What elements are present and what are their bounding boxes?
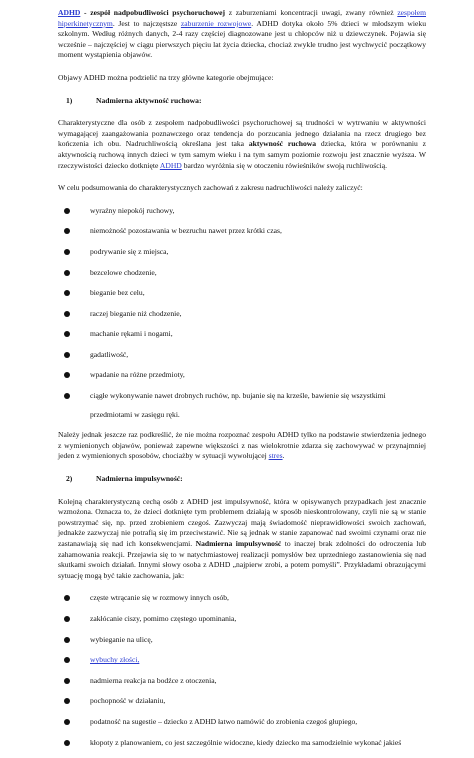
list-item: bezcelowe chodzenie, (58, 268, 426, 279)
bullet-icon (64, 270, 70, 276)
adhd-inline-link[interactable]: ADHD (159, 160, 182, 170)
bullet-icon (64, 740, 70, 746)
section-2-title: Nadmierna impulsywność: (96, 474, 183, 484)
bullet-icon (64, 698, 70, 704)
list-item: wpadanie na różne przedmioty, (58, 370, 426, 381)
bullet-icon (64, 311, 70, 317)
list-item: ciągłe wykonywanie nawet drobnych ruchów, np. bujanie się na krześle, bawienie się wszystkimi przedmiotami w zasięgu ręki. (58, 391, 426, 420)
list-item: niemożność pozostawania w bezruchu nawet przez krótki czas, (58, 226, 426, 237)
bullet-icon (64, 637, 70, 643)
bullet-icon (64, 616, 70, 622)
anger-outbursts-link[interactable]: wybuchy złości, (90, 655, 140, 665)
bullet-icon (64, 290, 70, 296)
bullet-icon (64, 657, 70, 663)
developmental-disorder-link[interactable]: zaburzenie rozwojowe (180, 18, 252, 28)
list-item: wybieganie na ulicę, (58, 635, 426, 646)
bullet-icon (64, 228, 70, 234)
hiperkinetic-link[interactable]: zespołem hiperkinetycznym (58, 8, 426, 28)
section-1-heading: 1) Nadmierna aktywność ruchowa: (66, 95, 202, 105)
bullet-icon (64, 719, 70, 725)
list-item: bieganie bez celu, (58, 288, 426, 299)
bullet-icon (64, 678, 70, 684)
list-item: podrywanie się z miejsca, (58, 247, 426, 258)
section-1-paragraph: Charakterystyczne dla osób z zespołem nadpobudliwości psychoruchowej są trudności w wytrwaniu w aktywności wymagającej zaangażowania poznawczego oraz tendencja do porzucania jednego działania na rzecz drugiego bez kończenia ich obu. Nadruchliwością określana jest taka aktywność ruchowa dziecka, która w porównaniu z aktywnością ruchową innych dzieci w tym samym wieku i na tym samym poziomie rozwoju jest znacznie wyższa. W rzeczywistości dziecko dotknięte ADHD bardzo wyróżnia się w otoczeniu rówieśników swoją ruchliwością. (58, 118, 427, 170)
list-item: machanie rękami i nogami, (58, 329, 426, 340)
bullet-icon (64, 331, 70, 337)
bullet-icon (64, 352, 70, 358)
list-item: zakłócanie ciszy, pomimo częstego upominania, (58, 614, 426, 625)
section-1-closing: Należy jednak jeszcze raz podkreślić, że nie można rozpoznać zespołu ADHD tylko na podstawie stwierdzenia jednego z wymienionych objawów, ponieważ zapewne większości z nas wielokrotnie zdarza się zachowywać w przynajmniej jeden z wymienionych sposobów, chociażby w sytuacji wywołującej stres. (58, 430, 426, 461)
list-item: częste wtrącanie się w rozmowy innych osób, (58, 593, 426, 604)
bullet-icon (64, 208, 70, 214)
categories-intro: Objawy ADHD można podzielić na trzy główne kategorie obejmujące: (58, 72, 274, 82)
section-2-paragraph: Kolejną charakterystyczną cechą osób z ADHD jest impulsywność, która w opisywanych przypadkach jest znacznie wzmożona. Oznacza to, że dzieci dotknięte tym problemem działają w sposób nieskontrolowany, czyli nie są w stanie powstrzymać się, np. przed zrobieniem czegoś. Zazwyczaj mają świadomość nieprawidłowości swoich zachowań, jednakże zazwyczaj nie potrafią się im przeciwstawić. Nie są jednak w stanie zapanować nad swoimi czynami oraz nie zastanawiają się nad ich konsekwencjami. Nadmierna impulsywność to inaczej brak zdolności do odroczenia lub zahamowania reakcji. Przejawia się to w natychmiastowej realizacji pomysłów bez uprzedniego zastanowienia się nad skutkami swoich działań. Innymi słowy osoba z ADHD „najpierw zrobi, a potem pomyśli”. Przykładami obrazującymi sytuację mogą być takie zachowania, jak: (58, 496, 426, 580)
stress-link[interactable]: stres (268, 451, 283, 461)
list-item: wyraźny niepokój ruchowy, (58, 206, 426, 217)
bullet-icon (64, 595, 70, 601)
bullet-icon (64, 372, 70, 378)
section-2-heading: 2) Nadmierna impulsywność: (66, 474, 183, 484)
adhd-definition: - zespół nadpobudliwości psychoruchowej (80, 8, 226, 17)
list-item: raczej bieganie niż chodzenie, (58, 309, 426, 320)
intro-paragraph: ADHD - zespół nadpobudliwości psychoruchowej z zaburzeniami koncentracji uwagi, zwany również zespołem hiperkinetycznym. Jest to najczęstsze zaburzenie rozwojowe. ADHD dotyka około 5% dzieci w młodszym wieku szkolnym. Według różnych danych, 2-4 razy częściej diagnozowane jest u chłopców niż u dziewczynek. Pojawia się wcześnie – najczęściej w ciągu pierwszych pięciu lat życia dziecka, chociaż zwykle trudno jest wychwycić początkowy moment wystąpienia objawów. (58, 8, 426, 60)
list-item: nadmierna reakcja na bodźce z otoczenia, (58, 676, 426, 687)
list-item (58, 655, 426, 666)
list-item: gadatliwość, (58, 350, 426, 361)
impulsivity-list (58, 593, 426, 748)
section-1-title: Nadmierna aktywność ruchowa: (96, 95, 202, 105)
document-page (58, 8, 426, 758)
list-item: kłopoty z planowaniem, co jest szczególnie widoczne, kiedy dziecko ma samodzielnie wykonać jakieś (58, 738, 426, 749)
hyperactivity-list (58, 206, 426, 421)
bullet-icon (64, 393, 70, 399)
list-item: podatność na sugestie – dziecko z ADHD łatwo namówić do zrobienia czegoś głupiego, (58, 717, 426, 728)
section-1-summary: W celu podsumowania do charakterystycznych zachowań z zakresu nadruchliwości należy zaliczyć: (58, 183, 363, 193)
adhd-link[interactable]: ADHD (58, 8, 81, 17)
bullet-icon (64, 249, 70, 255)
list-item: pochopność w działaniu, (58, 696, 426, 707)
